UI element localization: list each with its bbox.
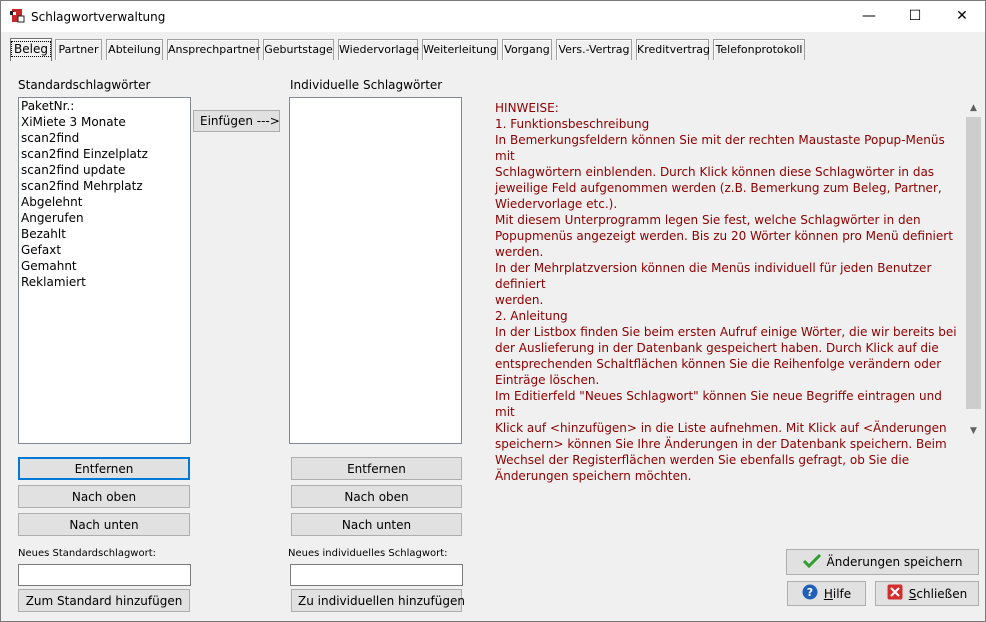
hint-line: 2. Anleitung bbox=[495, 309, 568, 323]
hint-line: In Bemerkungsfeldern können Sie mit der rechten Maustaste Popup-Menüs mit bbox=[495, 133, 949, 163]
standard-listbox[interactable] bbox=[18, 97, 191, 444]
hint-line: Popupmenüs angezeigt werden. Bis zu 20 Wörter können pro Menü definiert bbox=[495, 229, 953, 243]
scroll-thumb[interactable] bbox=[966, 117, 981, 409]
list-item[interactable]: scan2find Einzelplatz bbox=[21, 147, 148, 161]
standard-move-down-button[interactable]: Nach unten bbox=[18, 513, 190, 536]
hint-line: Einträge löschen. bbox=[495, 373, 600, 387]
individual-heading: Individuelle Schlagwörter bbox=[290, 78, 443, 92]
new-individual-label: Neues individuelles Schlagwort: bbox=[288, 548, 448, 559]
hint-line: 1. Funktionsbeschreibung bbox=[495, 117, 650, 131]
window-title: Schlagwortverwaltung bbox=[31, 10, 166, 24]
hints-scrollbar[interactable] bbox=[965, 100, 982, 440]
list-item[interactable]: scan2find update bbox=[21, 163, 126, 177]
tab-kreditvertrag[interactable]: Kreditvertrag bbox=[636, 39, 709, 60]
save-label: Änderungen speichern bbox=[826, 555, 963, 569]
hint-line: Wiedervorlage etc.). bbox=[495, 197, 618, 211]
tab-ansprechpartner[interactable]: Ansprechpartner bbox=[167, 39, 259, 60]
app-icon bbox=[9, 8, 25, 24]
hint-line: Schlagwörtern einblenden. Durch Klick können diese Schlagwörter in das bbox=[495, 165, 935, 179]
minimize-button[interactable]: — bbox=[862, 8, 876, 24]
list-item[interactable]: Reklamiert bbox=[21, 275, 86, 289]
hint-line: der Auslieferung in der Datenbank gespeichert haben. Durch Klick auf die bbox=[495, 341, 939, 355]
standard-remove-button[interactable]: Entfernen bbox=[18, 457, 190, 480]
hint-line: Mit diesem Unterprogramm legen Sie fest, welche Schlagwörter in den bbox=[495, 213, 921, 227]
hint-line: entsprechenden Schaltflächen können Sie die Reihenfolge verändern oder bbox=[495, 357, 942, 371]
help-button[interactable] bbox=[787, 581, 866, 606]
new-standard-label: Neues Standardschlagwort: bbox=[18, 548, 157, 559]
close-icon bbox=[887, 584, 903, 603]
tab-vorgang[interactable]: Vorgang bbox=[502, 39, 552, 60]
hint-line: Klick auf <hinzufügen> in die Liste aufnehmen. Mit Klick auf <Änderungen bbox=[495, 421, 947, 435]
hint-line: HINWEISE: bbox=[495, 101, 559, 115]
new-individual-input[interactable] bbox=[290, 564, 463, 586]
list-item[interactable]: PaketNr.: bbox=[21, 99, 75, 113]
hint-line: jeweilige Feld aufgenommen werden (z.B. Bemerkung zum Beleg, Partner, bbox=[495, 181, 942, 195]
save-changes-button[interactable] bbox=[786, 549, 979, 575]
hint-line: werden. bbox=[495, 245, 544, 259]
scroll-down-icon[interactable]: ▼ bbox=[970, 426, 977, 436]
tab-geburtstage[interactable]: Geburtstage bbox=[263, 39, 334, 60]
maximize-button[interactable]: ☐ bbox=[908, 8, 922, 24]
hint-line: In der Listbox finden Sie beim ersten Aufruf einige Wörter, die wir bereits bei bbox=[495, 325, 957, 339]
tab-wiedervorlage[interactable]: Wiedervorlage bbox=[338, 39, 418, 60]
close-dialog-button[interactable] bbox=[875, 581, 979, 606]
hints-text bbox=[495, 100, 965, 483]
hint-line: werden. bbox=[495, 293, 544, 307]
add-individual-button[interactable]: Zu individuellen hinzufügen bbox=[291, 589, 462, 612]
hint-line: Im Editierfeld "Neues Schlagwort" können Sie neue Begriffe eintragen und mit bbox=[495, 389, 946, 419]
hint-line: In der Mehrplatzversion können die Menüs individuell für jeden Benutzer definiert bbox=[495, 261, 936, 291]
close-label bbox=[909, 587, 967, 601]
hint-line: Änderungen speichern möchten. bbox=[495, 469, 692, 483]
scroll-up-icon[interactable]: ▲ bbox=[970, 103, 977, 113]
list-item[interactable]: XiMiete 3 Monate bbox=[21, 115, 126, 129]
standard-move-up-button[interactable]: Nach oben bbox=[18, 485, 190, 508]
checkmark-icon bbox=[803, 553, 821, 572]
list-item[interactable]: scan2find Mehrplatz bbox=[21, 179, 143, 193]
tab-telefonprotokoll[interactable]: Telefonprotokoll bbox=[713, 39, 805, 60]
close-mnemonic: S bbox=[908, 586, 917, 601]
list-item[interactable]: Gefaxt bbox=[21, 243, 62, 257]
insert-button[interactable]: Einfügen ---> bbox=[193, 110, 280, 132]
help-label-rest: ilfe bbox=[832, 586, 852, 601]
help-icon bbox=[802, 584, 818, 603]
title-bar bbox=[1, 1, 985, 32]
list-item[interactable]: Bezahlt bbox=[21, 227, 66, 241]
help-mnemonic: H bbox=[823, 586, 833, 601]
hint-line: Wechsel der Registerflächen werden Sie ebenfalls gefragt, ob Sie die bbox=[495, 453, 910, 467]
tab-partner[interactable]: Partner bbox=[55, 39, 102, 60]
standard-heading: Standardschlagwörter bbox=[18, 78, 151, 92]
individual-move-down-button[interactable]: Nach unten bbox=[291, 513, 462, 536]
individual-move-up-button[interactable]: Nach oben bbox=[291, 485, 462, 508]
list-item[interactable]: Angerufen bbox=[21, 211, 84, 225]
tab-beleg[interactable] bbox=[10, 38, 52, 61]
list-item[interactable]: Gemahnt bbox=[21, 259, 77, 273]
close-label-rest: chließen bbox=[916, 586, 968, 601]
list-item[interactable]: scan2find bbox=[21, 131, 80, 145]
individual-remove-button[interactable]: Entfernen bbox=[291, 457, 462, 480]
new-standard-input[interactable] bbox=[18, 564, 191, 586]
individual-listbox[interactable] bbox=[289, 97, 462, 444]
tab-weiterleitung[interactable]: Weiterleitung bbox=[422, 39, 498, 60]
list-item[interactable]: Abgelehnt bbox=[21, 195, 83, 209]
hint-line: speichern> können Sie Ihre Änderungen in der Datenbank speichern. Beim bbox=[495, 437, 947, 451]
svg-text:?: ? bbox=[806, 586, 814, 599]
add-standard-button[interactable]: Zum Standard hinzufügen bbox=[18, 589, 190, 612]
close-window-button[interactable]: ✕ bbox=[956, 8, 968, 24]
tab-abteilung[interactable]: Abteilung bbox=[106, 39, 163, 60]
tab-label: Beleg bbox=[11, 41, 51, 57]
tab-vers-vertrag[interactable]: Vers.-Vertrag bbox=[556, 39, 632, 60]
help-label bbox=[824, 587, 851, 601]
